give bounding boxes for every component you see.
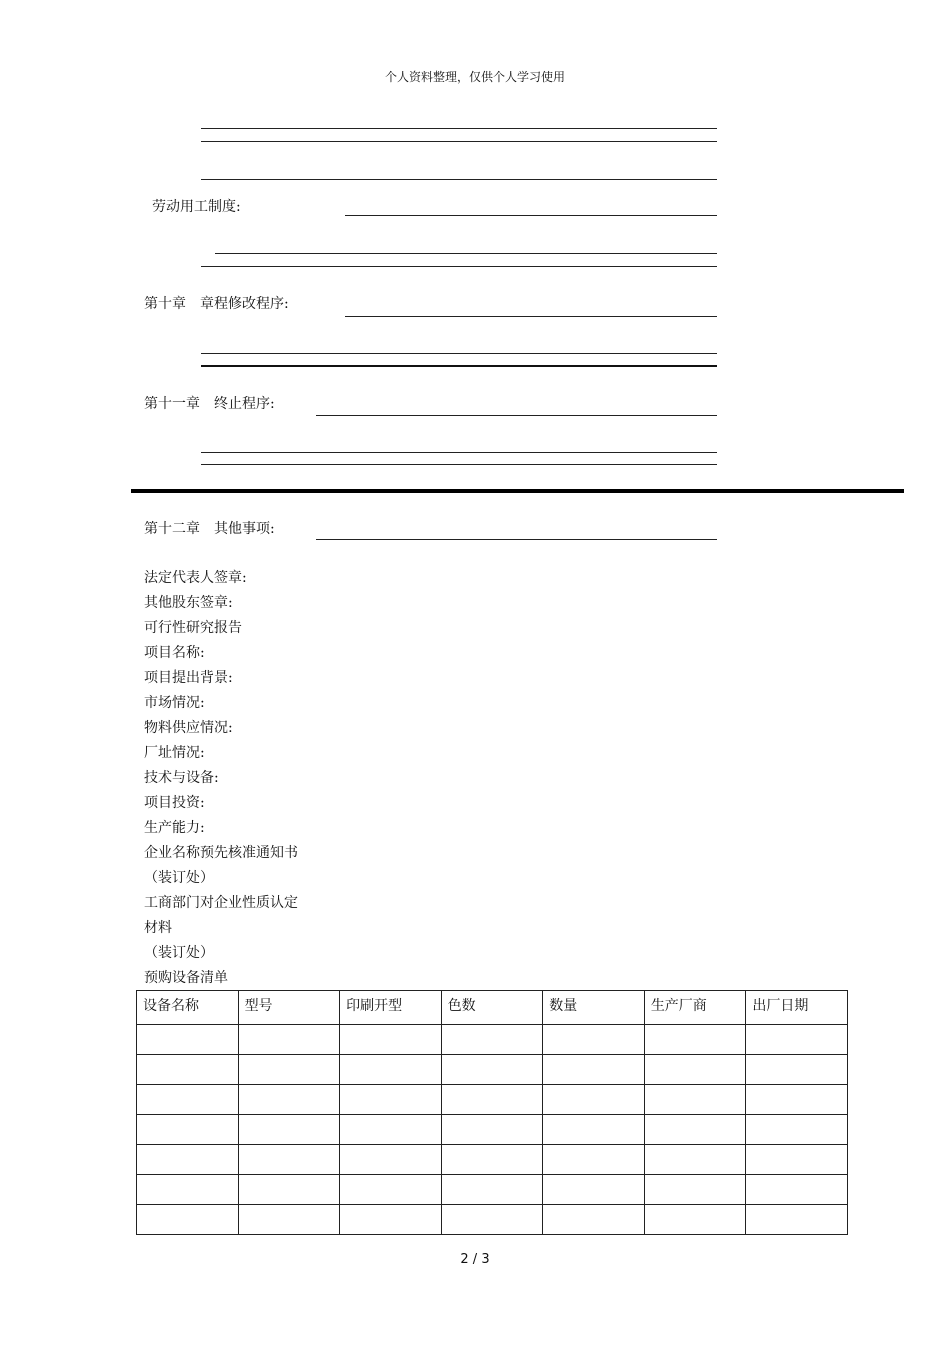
fill-line (201, 141, 717, 142)
table-cell (238, 1025, 340, 1055)
table-cell (644, 1205, 746, 1235)
table-cell (543, 1025, 645, 1055)
fill-line (201, 128, 717, 129)
binding-note: （装订处） (144, 945, 214, 961)
table-cell (340, 1145, 442, 1175)
table-cell (543, 1115, 645, 1145)
table-cell (340, 1085, 442, 1115)
binding-note: （装订处） (144, 870, 214, 886)
column-header: 印刷开型 (340, 991, 442, 1025)
table-cell (746, 1205, 848, 1235)
equipment-table (136, 990, 848, 1235)
chapter-11-label: 第十一章 终止程序: (144, 396, 275, 412)
page-number: 2 / 3 (460, 1252, 490, 1267)
fill-line (201, 464, 717, 465)
labor-system-label: 劳动用工制度: (152, 199, 241, 215)
fill-line (345, 215, 717, 216)
table-cell (340, 1055, 442, 1085)
table-header-row (137, 991, 848, 1025)
technology-label: 技术与设备: (144, 770, 219, 786)
chapter-12-label: 第十二章 其他事项: (144, 521, 275, 537)
legal-rep-signature-label: 法定代表人签章: (144, 570, 247, 586)
table-cell (238, 1175, 340, 1205)
table-cell (746, 1175, 848, 1205)
table-cell (441, 1115, 543, 1145)
materials-label: 材料 (144, 920, 172, 936)
nature-determination-label: 工商部门对企业性质认定 (144, 895, 298, 911)
project-background-label: 项目提出背景: (144, 670, 233, 686)
name-approval-label: 企业名称预先核准通知书 (144, 845, 298, 861)
table-cell (746, 1145, 848, 1175)
table-cell (746, 1025, 848, 1055)
table-cell (543, 1175, 645, 1205)
capacity-label: 生产能力: (144, 820, 205, 836)
table-cell (441, 1145, 543, 1175)
table-cell (441, 1175, 543, 1205)
table-cell (137, 1175, 239, 1205)
table-row (137, 1205, 848, 1235)
table-cell (238, 1145, 340, 1175)
table-cell (543, 1055, 645, 1085)
table-cell (746, 1085, 848, 1115)
table-cell (644, 1145, 746, 1175)
table-cell (644, 1115, 746, 1145)
table-row (137, 1115, 848, 1145)
fill-line (201, 266, 717, 267)
section-divider (131, 489, 904, 493)
feasibility-report-label: 可行性研究报告 (144, 620, 242, 636)
table-cell (340, 1175, 442, 1205)
column-header: 数量 (543, 991, 645, 1025)
table-row (137, 1175, 848, 1205)
material-supply-label: 物料供应情况: (144, 720, 233, 736)
table-cell (238, 1205, 340, 1235)
table-cell (644, 1055, 746, 1085)
table-cell (644, 1025, 746, 1055)
column-header: 生产厂商 (644, 991, 746, 1025)
table-cell (543, 1085, 645, 1115)
fill-line (316, 415, 717, 416)
table-cell (746, 1055, 848, 1085)
fill-line (201, 179, 717, 180)
table-cell (137, 1025, 239, 1055)
column-header: 设备名称 (137, 991, 239, 1025)
table-cell (340, 1115, 442, 1145)
project-name-label: 项目名称: (144, 645, 205, 661)
table-cell (137, 1055, 239, 1085)
fill-line (201, 353, 717, 354)
column-header: 出厂日期 (746, 991, 848, 1025)
table-cell (137, 1085, 239, 1115)
site-label: 厂址情况: (144, 745, 205, 761)
table-row (137, 1025, 848, 1055)
table-cell (137, 1145, 239, 1175)
table-cell (238, 1115, 340, 1145)
table-cell (441, 1205, 543, 1235)
table-cell (238, 1055, 340, 1085)
page-header: 个人资料整理，仅供个人学习使用 (384, 70, 565, 84)
chapter-10-label: 第十章 章程修改程序: (144, 296, 289, 312)
table-cell (644, 1175, 746, 1205)
column-header: 色数 (441, 991, 543, 1025)
table-row (137, 1145, 848, 1175)
column-header: 型号 (238, 991, 340, 1025)
investment-label: 项目投资: (144, 795, 205, 811)
table-cell (340, 1025, 442, 1055)
table-cell (137, 1205, 239, 1235)
fill-line (201, 365, 717, 367)
table-cell (238, 1085, 340, 1115)
table-cell (441, 1025, 543, 1055)
market-label: 市场情况: (144, 695, 205, 711)
table-cell (340, 1205, 442, 1235)
table-cell (746, 1115, 848, 1145)
fill-line (345, 316, 717, 317)
equipment-list-title: 预购设备清单 (144, 970, 228, 986)
table-cell (543, 1145, 645, 1175)
fill-line (316, 539, 717, 540)
table-cell (441, 1055, 543, 1085)
shareholders-signature-label: 其他股东签章: (144, 595, 233, 611)
table-cell (543, 1205, 645, 1235)
fill-line (201, 452, 717, 453)
table-cell (644, 1085, 746, 1115)
fill-line (215, 253, 717, 254)
table-cell (137, 1115, 239, 1145)
table-row (137, 1085, 848, 1115)
table-row (137, 1055, 848, 1085)
table-cell (441, 1085, 543, 1115)
